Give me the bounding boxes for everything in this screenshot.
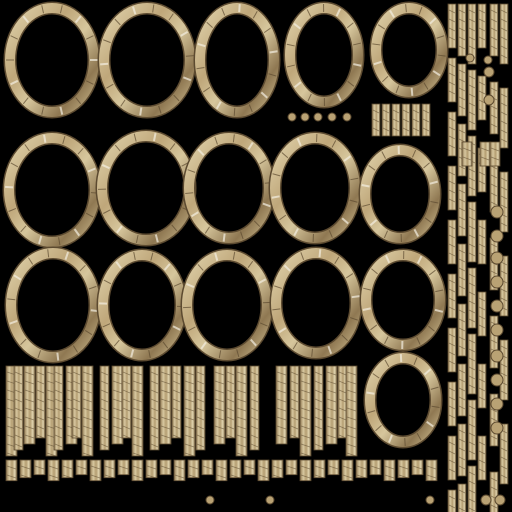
wood-peg [481, 495, 491, 505]
wood-plank [214, 366, 225, 444]
wood-plank [500, 172, 508, 232]
wood-peg [206, 496, 214, 504]
wood-ring [6, 5, 98, 114]
wood-plank [458, 424, 466, 476]
wood-plank [6, 460, 17, 481]
wood-ring [362, 146, 439, 242]
wood-peg [491, 350, 503, 362]
wood-peg [484, 67, 494, 77]
wood-peg [491, 300, 503, 312]
wood-peg [466, 54, 474, 62]
wood-ring [99, 252, 185, 358]
wood-peg [314, 113, 322, 121]
wood-plank [458, 64, 466, 116]
wood-plank [328, 460, 339, 475]
wood-plank [314, 460, 325, 478]
wood-plank [448, 490, 456, 512]
wood-plank [172, 366, 181, 438]
wood-plank [478, 364, 486, 408]
wood-peg [426, 496, 434, 504]
wood-plank [272, 460, 283, 478]
wood-peg [301, 113, 309, 121]
wood-plank [76, 460, 87, 475]
wood-peg [495, 495, 505, 505]
wood-plank [24, 366, 35, 444]
wood-plank [398, 460, 409, 478]
wood-ring [98, 133, 194, 243]
wood-plank [244, 460, 255, 475]
wood-plank [500, 424, 508, 484]
wood-plank [346, 366, 357, 456]
wood-plank [62, 460, 73, 478]
wood-ring [197, 4, 278, 116]
wood-plank [300, 460, 311, 481]
wood-ring [100, 5, 194, 116]
wood-ring [185, 134, 273, 241]
wood-plank [290, 366, 299, 438]
wood-ring [7, 249, 98, 360]
wood-plank [448, 4, 456, 48]
wood-plank [458, 244, 466, 296]
wood-plank [392, 104, 400, 136]
wood-plank [118, 460, 129, 475]
wood-plank [100, 366, 109, 450]
wood-peg [491, 206, 503, 218]
wood-plank [342, 460, 353, 481]
wood-plank [458, 304, 466, 356]
wood-peg [491, 230, 503, 242]
wood-plank [458, 364, 466, 416]
wood-peg [328, 113, 336, 121]
wood-plank [402, 104, 410, 136]
wood-plank [34, 460, 45, 475]
wood-plank [458, 184, 466, 236]
wood-peg [288, 113, 296, 121]
wood-plank [72, 366, 81, 438]
wood-plank [448, 274, 456, 318]
wood-plank [468, 400, 476, 460]
wood-plank [146, 460, 157, 478]
wood-plank [132, 460, 143, 481]
wood-plank [196, 366, 205, 450]
wood-plank [226, 366, 235, 438]
wood-plank [422, 104, 430, 136]
wood-plank [490, 472, 498, 512]
wood-plank [112, 366, 123, 444]
wood-plank [448, 220, 456, 264]
wood-plank [490, 82, 498, 134]
wood-plank [468, 268, 476, 328]
wood-plank [174, 460, 185, 481]
wood-plank [490, 4, 498, 56]
wood-plank [258, 460, 269, 481]
wood-ring [366, 354, 439, 446]
wood-plank [48, 460, 59, 481]
wood-plank [216, 460, 227, 481]
wood-plank [458, 484, 466, 512]
wood-ring [287, 4, 361, 106]
wood-plank [448, 58, 456, 102]
wood-peg [491, 252, 503, 264]
wood-plank [500, 4, 508, 64]
wood-plank [448, 112, 456, 156]
wood-plank [500, 88, 508, 148]
wood-plank [372, 104, 380, 136]
wood-peg [491, 324, 503, 336]
wood-plank [20, 460, 31, 478]
wood-plank [160, 460, 171, 475]
wood-plank [468, 202, 476, 262]
wood-plank [36, 366, 45, 438]
wood-plank [184, 366, 195, 456]
wood-plank [150, 366, 159, 450]
wood-plank [462, 142, 472, 166]
wood-plank [90, 460, 101, 481]
wood-plank [490, 142, 500, 166]
wood-plank [276, 366, 287, 444]
wood-plank [236, 366, 247, 456]
wood-ring [5, 135, 99, 245]
wood-plank [478, 4, 486, 48]
wood-plank [188, 460, 199, 478]
wood-plank [230, 460, 241, 478]
wood-ring [372, 4, 445, 96]
wood-plank [458, 4, 466, 56]
wood-plank [300, 366, 311, 456]
wood-plank [468, 70, 476, 130]
wood-plank [448, 382, 456, 426]
wood-peg [491, 276, 503, 288]
wood-plank [500, 340, 508, 400]
wood-plank [468, 466, 476, 512]
wood-ring [363, 251, 443, 349]
wood-plank [384, 460, 395, 481]
wood-peg [484, 95, 494, 105]
wood-plank [478, 436, 486, 480]
wood-plank [478, 292, 486, 336]
wood-plank [314, 366, 323, 450]
wood-plank [122, 366, 131, 438]
wood-plank [412, 460, 423, 475]
wood-plank [132, 366, 143, 456]
wood-plank [160, 366, 171, 444]
wood-peg [484, 56, 492, 64]
wood-peg [343, 113, 351, 121]
wood-plank [448, 328, 456, 372]
wood-plank [202, 460, 213, 475]
wood-peg [491, 374, 503, 386]
wood-peg [491, 422, 503, 434]
wood-plank [382, 104, 390, 136]
wood-plank [250, 366, 259, 450]
wood-plank [286, 460, 297, 475]
wood-peg [266, 496, 274, 504]
wood-plank [426, 460, 437, 481]
wood-plank [468, 334, 476, 394]
wood-plank [490, 160, 498, 212]
wood-plank [104, 460, 115, 478]
wood-ring [183, 252, 271, 358]
wood-plank [82, 366, 93, 456]
wood-plank [370, 460, 381, 475]
wood-plank [412, 104, 420, 136]
wood-plank [448, 166, 456, 210]
wood-peg [491, 398, 503, 410]
wood-plank [478, 220, 486, 264]
wood-plank [356, 460, 367, 478]
wood-ring [272, 134, 359, 242]
wood-plank [326, 366, 337, 444]
wood-plank [480, 142, 490, 166]
wood-plank [54, 366, 63, 450]
wood-ring [272, 249, 359, 356]
wood-plank [448, 436, 456, 480]
wood-plank [14, 366, 23, 450]
